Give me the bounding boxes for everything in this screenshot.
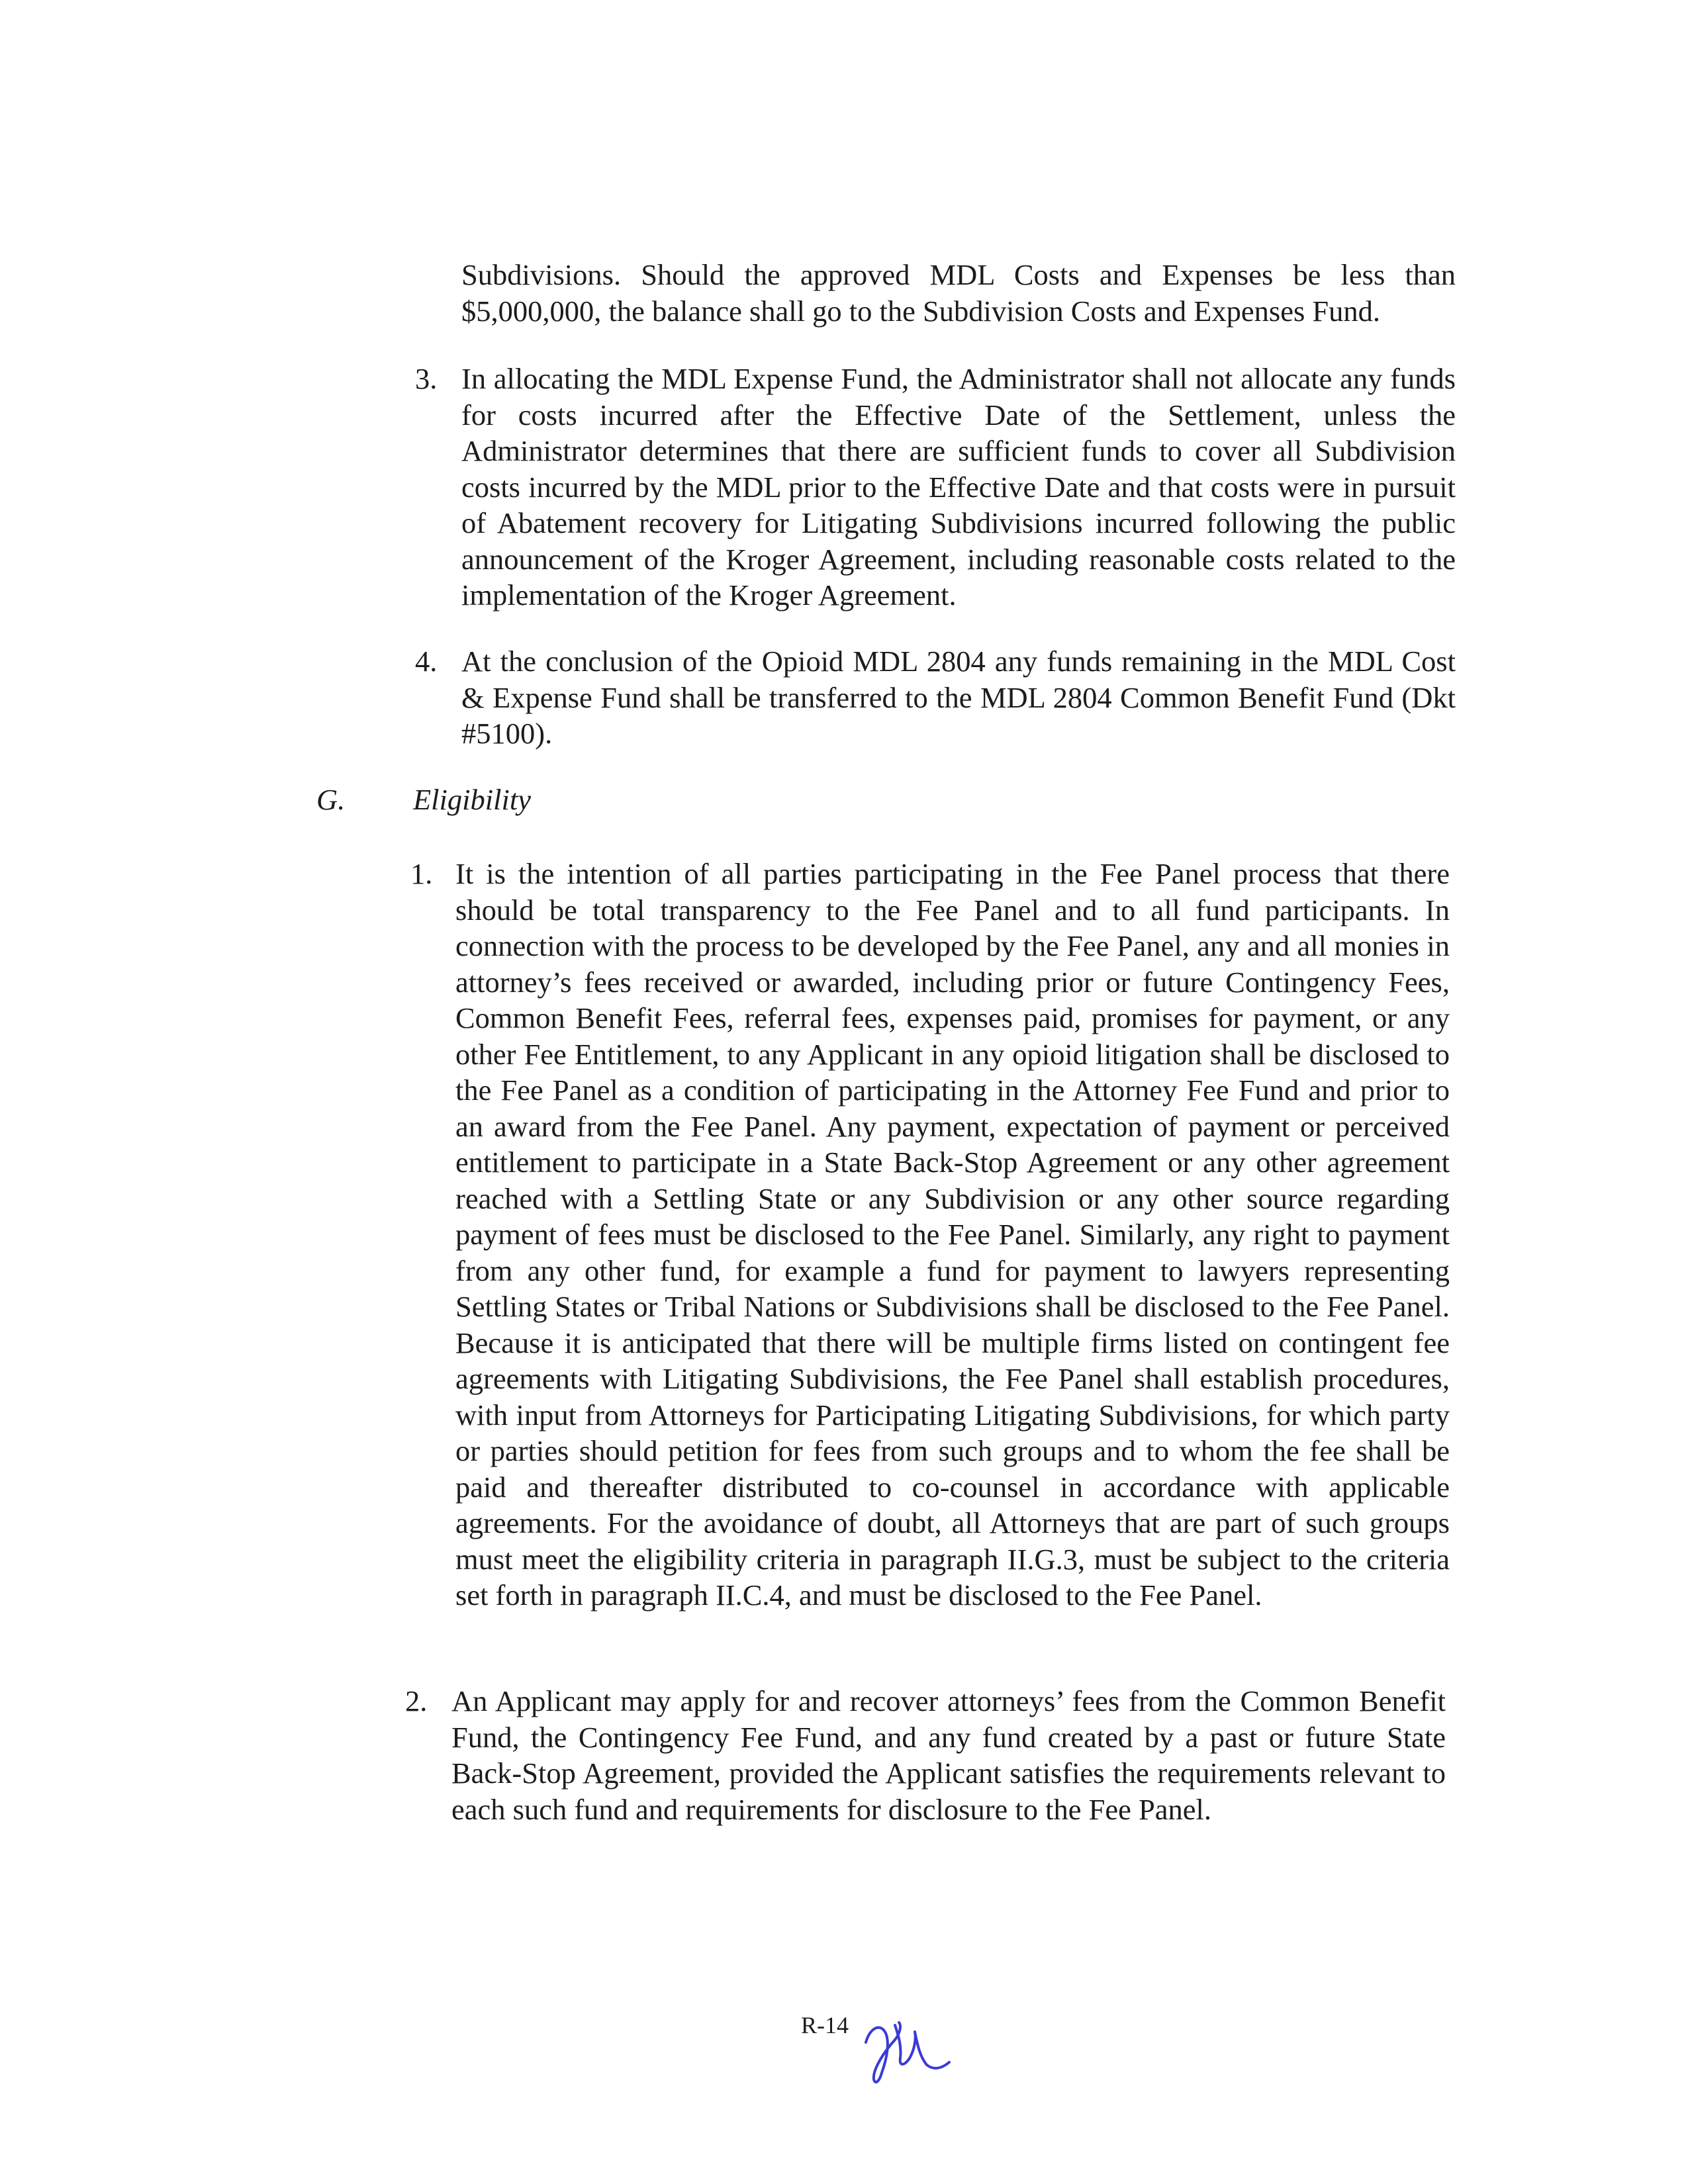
item-number: 2. xyxy=(405,1684,428,1717)
list-item-paragraph: In allocating the MDL Expense Fund, the Administrator shall not allocate any funds for costs incurred after the Effective Date of the Settlement, unless the Administrator determines that there are sufficient funds to cover all Subdivision costs incurred by the MDL prior to the Effective Date and that costs were in pursuit of Abatement recovery for Litigating Subdivisions incurred following the public announcement of the Kroger Agreement, including reasonable costs related to the implementation of the Kroger Agreement. xyxy=(461,362,1456,612)
item-number: 4. xyxy=(415,645,438,678)
section-title: Eligibility xyxy=(413,783,531,816)
item-number: 1. xyxy=(410,857,433,890)
item-number: 3. xyxy=(415,362,438,395)
list-item-paragraph: An Applicant may apply for and recover attorneys’ fees from the Common Benefit Fund, the Contingency Fee Fund, and any fund created by a past or future State Back-Stop Agreement, provided the Applicant satisfies the requirements relevant to each such fund and requirements for disclosure to the Fee Panel. xyxy=(451,1684,1446,1826)
page-number: R-14 xyxy=(801,2012,849,2038)
handwritten-initials xyxy=(861,2005,953,2091)
list-item-paragraph: It is the intention of all parties participating in the Fee Panel process that there should be total transparency to the Fee Panel and to all fund participants. In connection with the process to be developed by the Fee Panel, any and all monies in attorney’s fees received or awarded, including prior or future Contingency Fees, Common Benefit Fees, referral fees, expenses paid, promises for payment, or any other Fee Entitlement, to any Applicant in any opioid litigation shall be disclosed to the Fee Panel as a condition of participating in the Attorney Fee Fund and prior to an award from the Fee Panel. Any payment, expectation of payment or perceived entitlement to participate in a State Back-Stop Agreement or any other agreement reached with a Settling State or any Subdivision or any other source regarding payment of fees must be disclosed to the Fee Panel. Similarly, any right to payment from any other fund, for example a fund for payment to lawyers representing Settling States or Tribal Nations or Subdivisions shall be disclosed to the Fee Panel. Because it is anticipated that there will be multiple firms listed on contingent fee agreements with Litigating Subdivisions, the Fee Panel shall establish procedures, with input from Attorneys for Participating Litigating Subdivisions, for which party or parties should petition for fees from such groups and to whom the fee shall be paid and thereafter distributed to co-counsel in accordance with applicable agreements. For the avoidance of doubt, all Attorneys that are part of such groups must meet the eligibility criteria in paragraph II.G.3, must be subject to the criteria set forth in paragraph II.C.4, and must be disclosed to the Fee Panel. xyxy=(455,857,1450,1612)
list-item-paragraph: At the conclusion of the Opioid MDL 2804 any funds remaining in the MDL Cost & Expense Fund shall be transferred to the MDL 2804 Common Benefit Fund (Dkt #5100). xyxy=(461,645,1456,750)
section-letter: G. xyxy=(316,783,346,816)
continuation-paragraph: Subdivisions. Should the approved MDL Costs and Expenses be less than $5,000,000, the balance shall go to the Subdivision Costs and Expenses Fund. xyxy=(461,258,1456,328)
